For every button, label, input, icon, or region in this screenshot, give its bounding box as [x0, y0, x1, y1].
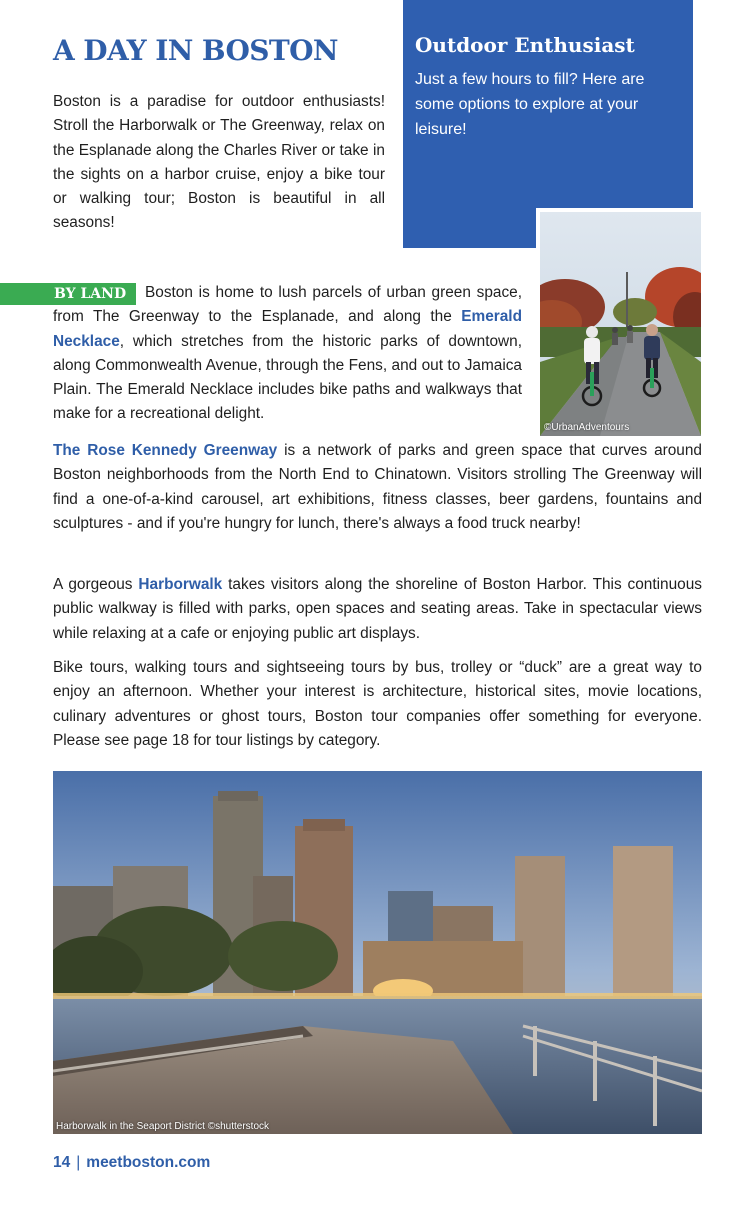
bike-tour-photo: [536, 208, 705, 440]
boston-skyline-image: [53, 771, 702, 1134]
tours-paragraph: [53, 656, 702, 753]
box-text: Just a few hours to fill? Here are some options to explore at your leisure!: [415, 71, 645, 138]
paragraph-text: Bike tours, walking tours and sightseeing tours by bus, trolley or “duck” are a great way to enjoy an afternoon. Whether your interest is architecture, historical sites, movie locations, culinary adventures or ghost tours, Boston tour companies offer something for everyone. Please see page 18 for tour listings by category.: [53, 659, 702, 749]
by-land-label: BY LAND: [0, 283, 136, 305]
emerald-necklace-highlight: Emerald Necklace: [53, 308, 522, 350]
harbor-photo-caption: Harborwalk in the Seaport District ©shutterstock: [56, 1121, 270, 1132]
intro-paragraph: Boston is a paradise for outdoor enthusiasts! Stroll the Harborwalk or The Greenway, relax on the Esplanade along the Charles River or take in the sights on a harbor cruise, enjoy a bike tour or walking tour; Boston is beautiful in all seasons!: [53, 93, 385, 232]
harborwalk-paragraph: [53, 573, 702, 646]
footer-separator: |: [76, 1154, 81, 1171]
by-land-paragraph: [53, 281, 522, 427]
paragraph-text: A gorgeous: [53, 576, 139, 593]
paragraph-text: takes visitors along the shoreline of Boston Harbor. This continuous public walkway is filled with parks, open spaces and seating areas. Take in spectacular views while relaxing at a cafe or enjoying public art displays.: [53, 576, 702, 642]
harborwalk-highlight: Harborwalk: [138, 576, 223, 593]
website-link[interactable]: meetboston.com: [86, 1154, 211, 1171]
paragraph-text: is a network of parks and green space that curves around Boston neighborhoods from the North End to Chinatown. Visitors strolling The Greenway will find a one-of-a-kind carousel, art exhibitions, fitness classes, beer gardens, fountains and sculptures - and if you're hungry for lunch, there's always a food truck nearby!: [53, 442, 702, 532]
bike-photo-credit: ©UrbanAdventours: [544, 422, 630, 433]
page-footer: [53, 1154, 210, 1172]
by-land-text-after: , which stretches from the historic parks of downtown, along Commonwealth Avenue, through the Fens, and out to Jamaica Plain. The Emerald Necklace includes bike paths and walkways that make for a recreational delight.: [53, 332, 522, 423]
greenway-highlight: The Rose Kennedy Greenway: [53, 442, 278, 459]
bike-riders-image: [540, 212, 701, 436]
page-title: A DAY IN BOSTON: [53, 34, 338, 67]
harborwalk-photo: [53, 771, 702, 1134]
page-number: 14: [53, 1154, 71, 1171]
greenway-paragraph: [53, 439, 702, 536]
by-land-text-before: Boston is home to lush parcels of urban green space, from The Greenway to the Esplanade, and along the: [53, 284, 522, 326]
box-title: Outdoor Enthusiast: [415, 33, 635, 57]
